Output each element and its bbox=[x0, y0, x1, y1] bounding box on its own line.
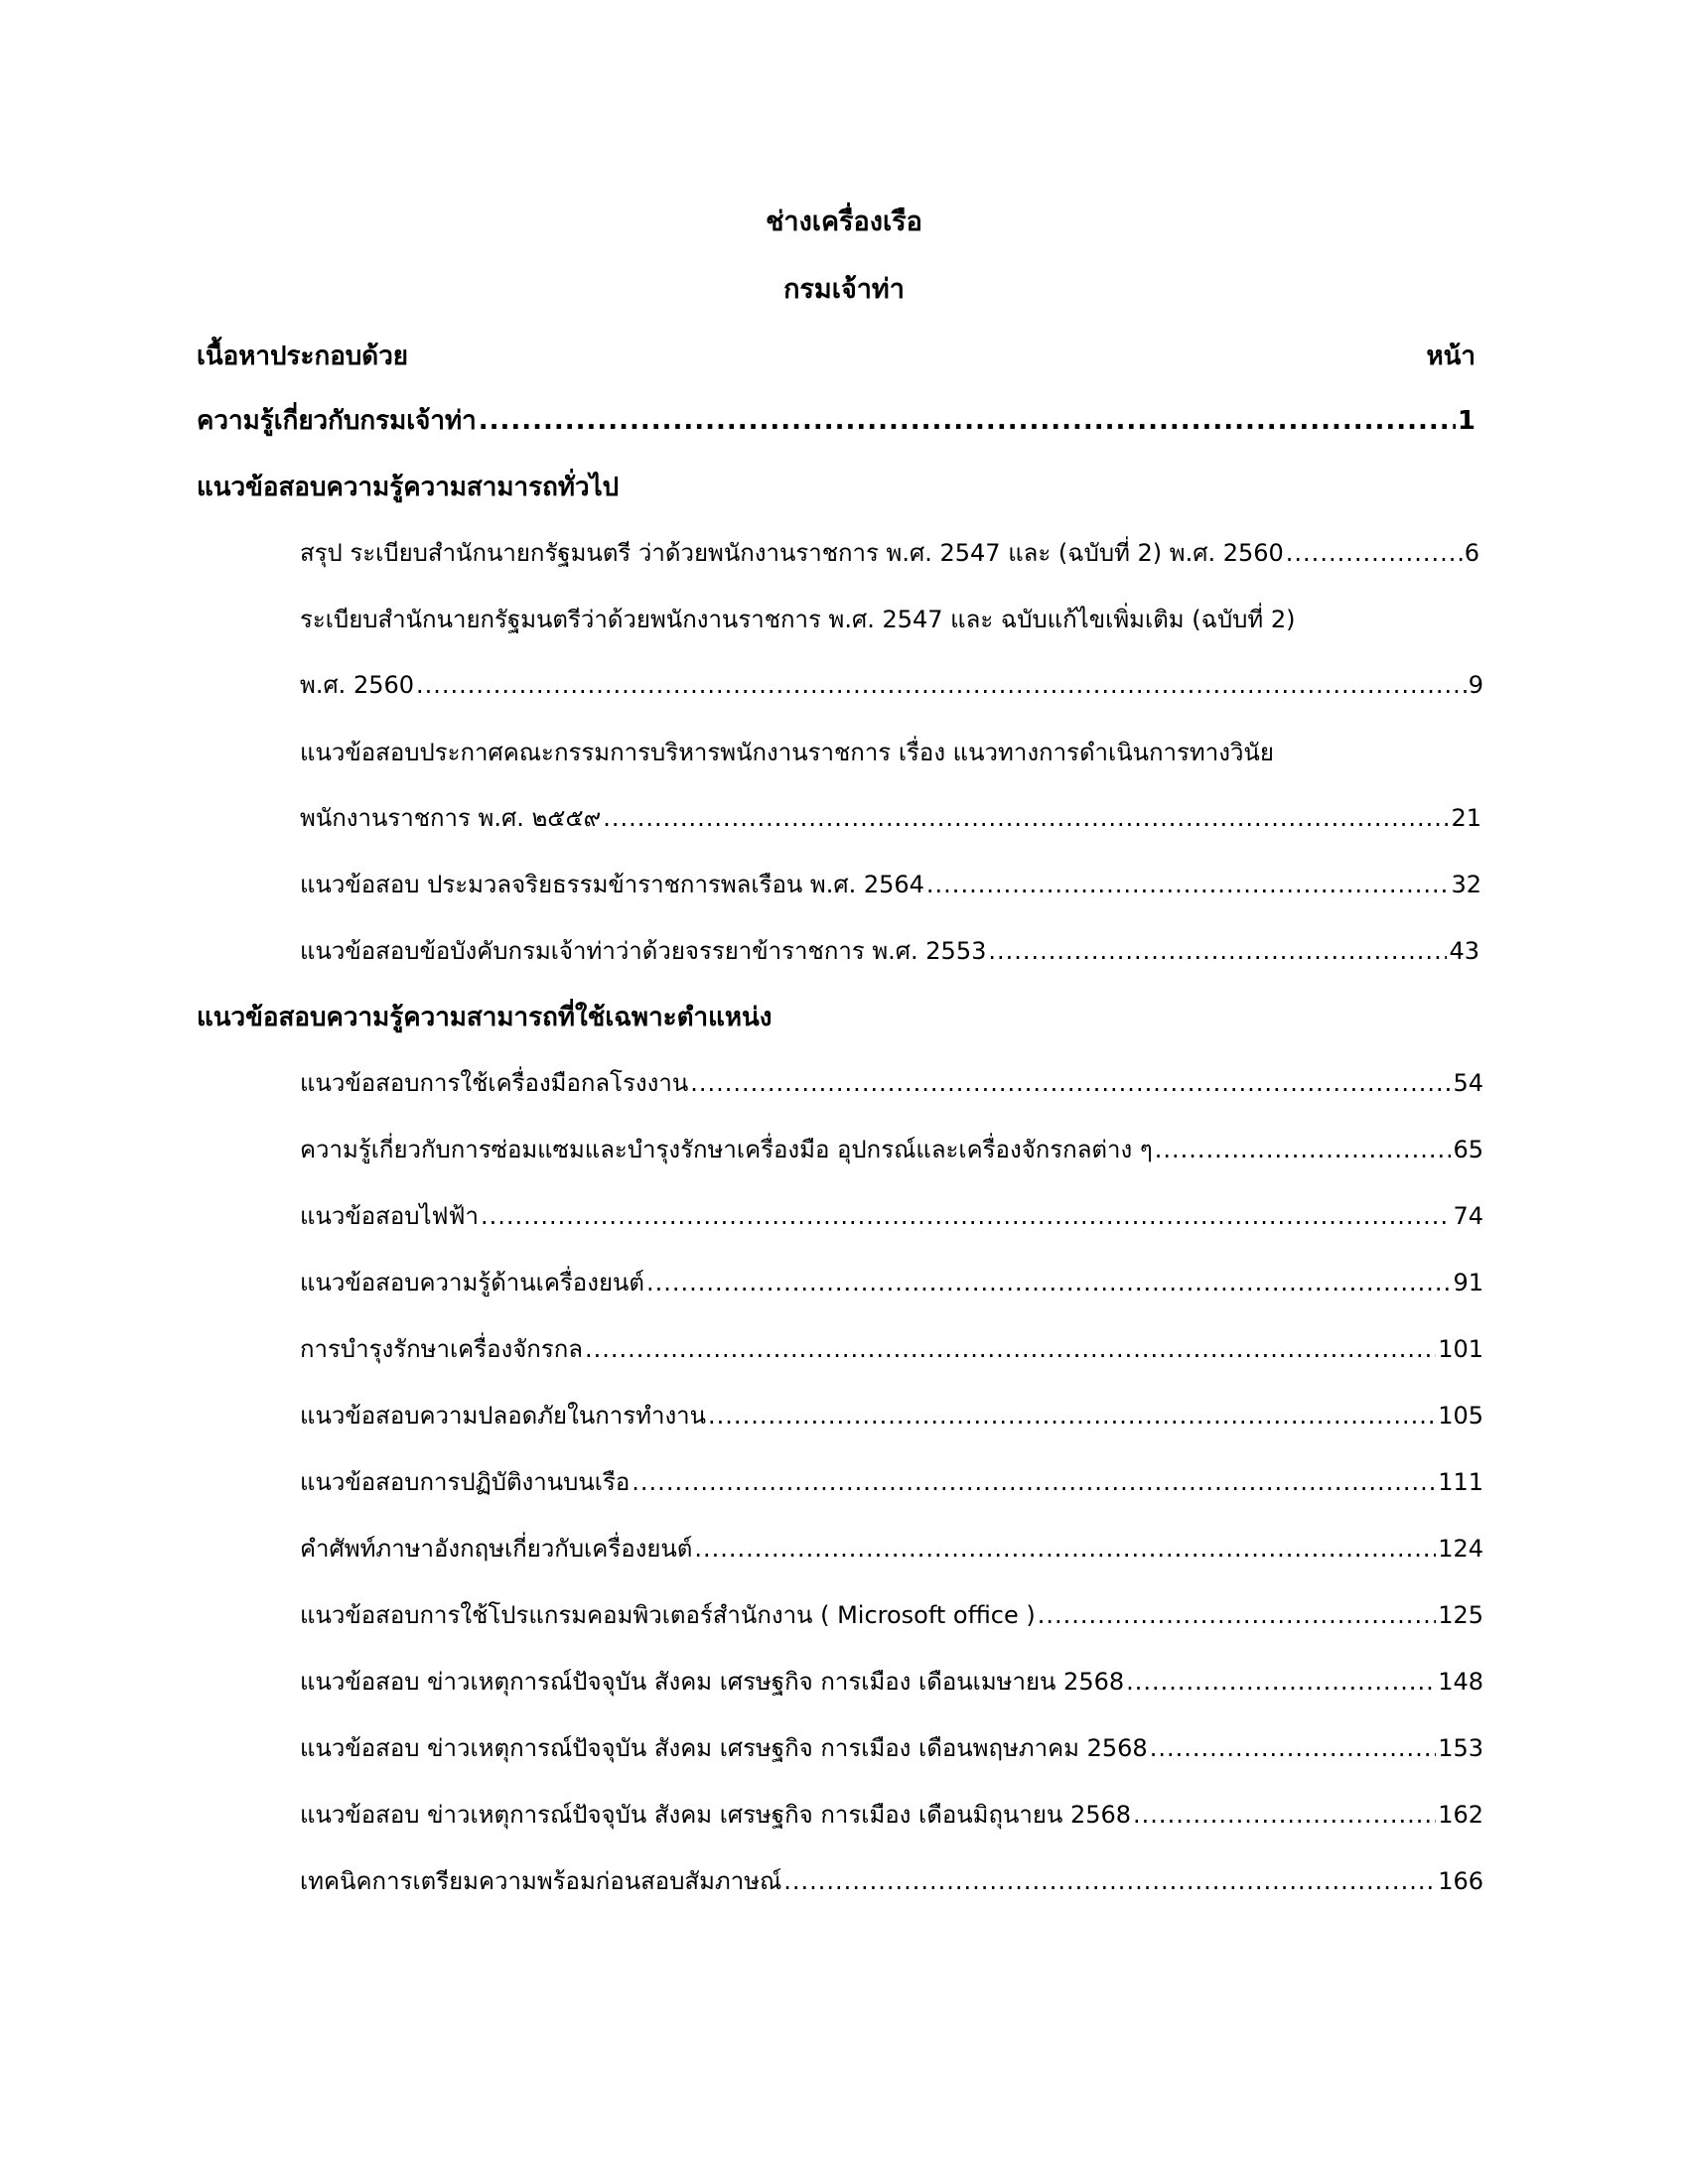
toc-leader-dots bbox=[481, 1196, 1451, 1236]
toc-entry-page: 101 bbox=[1438, 1335, 1483, 1363]
toc-entry-page: 9 bbox=[1468, 671, 1483, 699]
toc-entry-page: 91 bbox=[1453, 1269, 1483, 1297]
toc-entry bbox=[300, 1130, 1483, 1169]
toc-header-contents: เนื้อหาประกอบด้วย bbox=[197, 341, 409, 371]
toc-entry-page: 65 bbox=[1453, 1136, 1483, 1163]
toc-entry bbox=[300, 865, 1481, 904]
toc-entry-page: 124 bbox=[1438, 1535, 1483, 1563]
toc-leader-dots bbox=[1155, 1130, 1452, 1169]
toc-entry-page: 43 bbox=[1449, 937, 1479, 965]
toc-entry-page: 166 bbox=[1438, 1867, 1483, 1895]
toc-entry bbox=[300, 798, 1481, 838]
toc-header bbox=[197, 336, 1476, 377]
toc-entry bbox=[300, 1795, 1483, 1835]
toc-entry bbox=[300, 1063, 1483, 1103]
toc-entry-text: แนวข้อสอบ ข่าวเหตุการณ์ปัจจุบัน สังคม เศรษฐกิจ การเมือง เดือนพฤษภาคม 2568 bbox=[300, 1734, 1148, 1762]
toc-entry-line: ระเบียบสำนักนายกรัฐมนตรีว่าด้วยพนักงานราชการ พ.ศ. 2547 และ ฉบับแก้ไขเพิ่มเติม (ฉบับที่ 2) bbox=[300, 606, 1296, 633]
toc-leader-dots bbox=[1126, 1662, 1436, 1702]
toc-entry-text: ความรู้เกี่ยวกับกรมเจ้าท่า bbox=[197, 406, 477, 436]
toc-entry-text: แนวข้อสอบ ประมวลจริยธรรมข้าราชการพลเรือน พ.ศ. 2564 bbox=[300, 871, 924, 898]
toc-leader-dots bbox=[690, 1063, 1451, 1103]
toc-leader-dots bbox=[988, 931, 1447, 971]
toc-entry-page: 111 bbox=[1438, 1468, 1483, 1496]
toc-entry-text: แนวข้อสอบความรู้ด้านเครื่องยนต์ bbox=[300, 1269, 644, 1297]
toc-entry-page: 105 bbox=[1438, 1402, 1483, 1430]
toc-entry-page: 74 bbox=[1453, 1202, 1483, 1230]
toc-leader-dots bbox=[603, 798, 1449, 838]
toc-entry bbox=[300, 931, 1479, 971]
document-title: ช่างเครื่องเรือ bbox=[766, 206, 922, 237]
toc-leader-dots bbox=[694, 1529, 1436, 1569]
toc-entry-page: 21 bbox=[1451, 804, 1481, 832]
toc-entry-text: เทคนิคการเตรียมความพร้อมก่อนสอบสัมภาษณ์ bbox=[300, 1867, 782, 1895]
toc-entry-text: พนักงานราชการ พ.ศ. ๒๕๕๙ bbox=[300, 804, 602, 832]
toc-leader-dots bbox=[646, 1263, 1451, 1302]
toc-entry-text: การบำรุงรักษาเครื่องจักรกล bbox=[300, 1335, 583, 1363]
toc-entry bbox=[300, 1861, 1483, 1901]
toc-entry-text: แนวข้อสอบ ข่าวเหตุการณ์ปัจจุบัน สังคม เศรษฐกิจ การเมือง เดือนเมษายน 2568 bbox=[300, 1668, 1125, 1696]
toc-entry-text: ความรู้เกี่ยวกับการซ่อมแซมและบำรุงรักษาเครื่องมือ อุปกรณ์และเครื่องจักรกลต่าง ๆ bbox=[300, 1136, 1153, 1163]
toc-entry-text: สรุป ระเบียบสำนักนายกรัฐมนตรี ว่าด้วยพนักงานราชการ พ.ศ. 2547 และ (ฉบับที่ 2) พ.ศ. 2560 bbox=[300, 539, 1284, 567]
toc-entry-text: แนวข้อสอบการปฏิบัติงานบนเรือ bbox=[300, 1468, 631, 1496]
toc-entry-text: คำศัพท์ภาษาอังกฤษเกี่ยวกับเครื่องยนต์ bbox=[300, 1535, 693, 1563]
toc-entry bbox=[300, 1329, 1483, 1369]
toc-entry-page: 125 bbox=[1438, 1601, 1483, 1629]
toc-entry-text: แนวข้อสอบไฟฟ้า bbox=[300, 1202, 479, 1230]
toc-leader-dots bbox=[416, 665, 1467, 705]
toc-entry-text: แนวข้อสอบการใช้เครื่องมือกลโรงงาน bbox=[300, 1069, 689, 1097]
toc-entry bbox=[300, 1728, 1483, 1768]
toc-entry-page: 148 bbox=[1438, 1668, 1483, 1696]
toc-leader-dots bbox=[585, 1329, 1436, 1369]
toc-entry bbox=[300, 1263, 1483, 1302]
document-subtitle: กรมเจ้าท่า bbox=[783, 274, 905, 305]
toc-entry-text: แนวข้อสอบความปลอดภัยในการทำงาน bbox=[300, 1402, 707, 1430]
toc-leader-dots bbox=[632, 1462, 1436, 1502]
toc-leader-dots bbox=[1150, 1728, 1437, 1768]
toc-entry-text: พ.ศ. 2560 bbox=[300, 671, 415, 699]
toc-entry bbox=[300, 1662, 1483, 1702]
toc-entry-page: 162 bbox=[1438, 1801, 1483, 1829]
toc-entry-page: 153 bbox=[1438, 1734, 1483, 1762]
toc-leader-dots bbox=[1038, 1595, 1436, 1635]
toc-entry bbox=[300, 1196, 1483, 1236]
toc-leader-dots bbox=[783, 1861, 1436, 1901]
toc-entry-page: 32 bbox=[1451, 871, 1481, 898]
toc-leader-dots bbox=[479, 401, 1456, 441]
toc-entry bbox=[300, 533, 1479, 573]
toc-leader-dots bbox=[926, 865, 1450, 904]
toc-entry-line: แนวข้อสอบประกาศคณะกรรมการบริหารพนักงานราชการ เรื่อง แนวทางการดำเนินการทางวินัย bbox=[300, 739, 1274, 766]
section-heading-general: แนวข้อสอบความรู้ความสามารถทั่วไป bbox=[197, 473, 620, 502]
toc-entry-page: 54 bbox=[1453, 1069, 1483, 1097]
toc-entry-text: แนวข้อสอบข้อบังคับกรมเจ้าท่าว่าด้วยจรรยาข้าราชการ พ.ศ. 2553 bbox=[300, 937, 987, 965]
toc-entry bbox=[300, 1462, 1483, 1502]
toc-entry-text: แนวข้อสอบ ข่าวเหตุการณ์ปัจจุบัน สังคม เศรษฐกิจ การเมือง เดือนมิถุนายน 2568 bbox=[300, 1801, 1132, 1829]
toc-entry-text: แนวข้อสอบการใช้โปรแกรมคอมพิวเตอร์สำนักงาน ( Microsoft office ) bbox=[300, 1601, 1036, 1629]
toc-entry-page: 1 bbox=[1457, 406, 1476, 436]
toc-entry bbox=[300, 1529, 1483, 1569]
toc-header-page: หน้า bbox=[1426, 341, 1476, 371]
toc-entry bbox=[300, 1396, 1483, 1435]
toc-entry bbox=[300, 665, 1483, 705]
toc-leader-dots bbox=[708, 1396, 1436, 1435]
toc-entry bbox=[300, 1595, 1483, 1635]
toc-leader-dots bbox=[1133, 1795, 1436, 1835]
section-heading-specific: แนวข้อสอบความรู้ความสามารถที่ใช้เฉพาะตำแหน่ง bbox=[197, 1003, 773, 1032]
toc-entry-intro bbox=[197, 401, 1476, 441]
toc-leader-dots bbox=[1286, 533, 1463, 573]
toc-entry-page: 6 bbox=[1464, 539, 1479, 567]
